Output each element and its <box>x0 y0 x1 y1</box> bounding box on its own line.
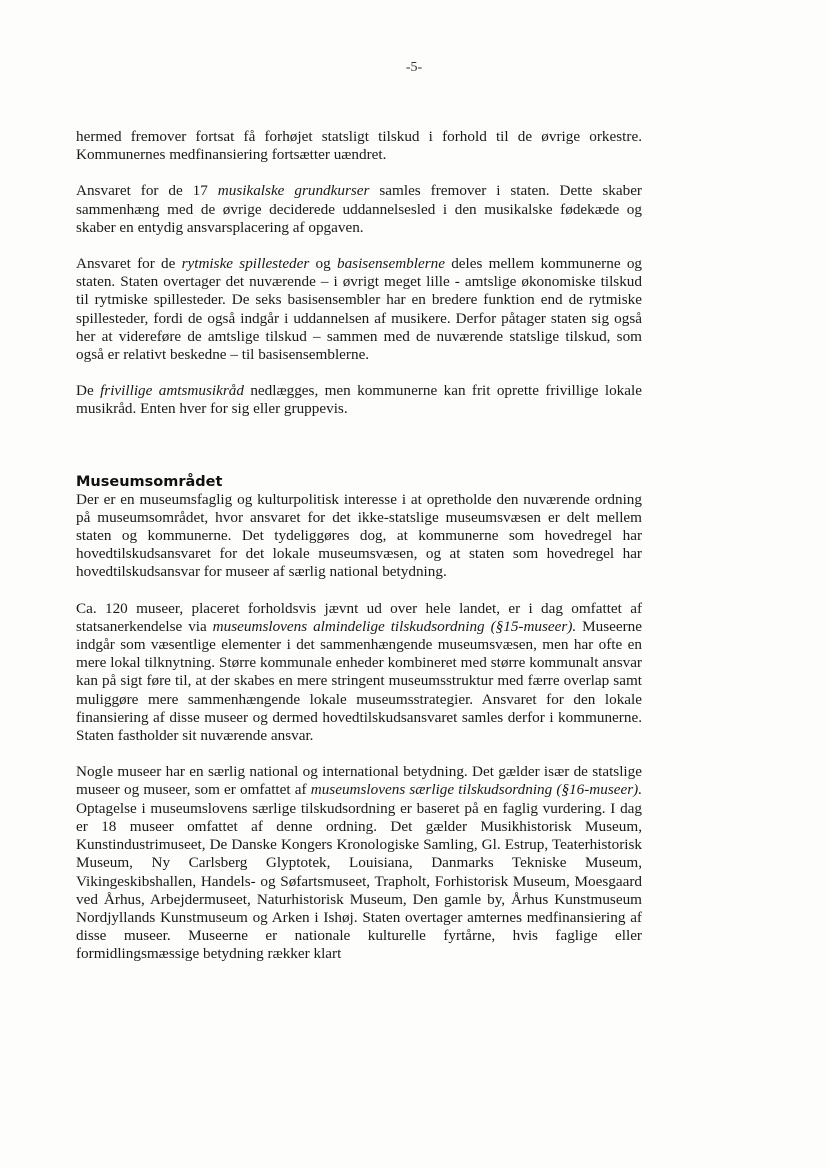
page-number: -5- <box>405 60 423 75</box>
term-basisensemblerne: basisensemblerne <box>336 255 445 273</box>
paragraph-15-museer: Ca. 120 museer, placeret forholdsvis jævnt ud over hele landet, er i dag omfattet af statsanerkendelse via museumslovens almindelige tilskudsordning (§15-museer). Museerne indgår som væsentlige elementer i det sammenhængende museumsvæsen, men har ofte en mere lokal tilknytning. Større kommunale enheder kombineret med større kommunalt ansvar kan på sigt føre til, at der skabes en mere stringent museumsstruktur med færre overlap samt muliggøre mere sammenhængende lokale museumsstrategier. Ansvaret for den lokale finansiering af disse museer og dermed hovedtilskudsansvaret samles derfor i kommunerne. Staten fastholder sit nuværende ansvar. <box>76 599 642 745</box>
paragraph-grundkurser: Ansvaret for de 17 musikalske grundkurser samles fremover i staten. Dette skaber sammenhæng med de øvrige deciderede uddannelsesled i den musikalske fødekæde og skaber en entydig ansvarsplacering af opgaven. <box>76 182 642 236</box>
term-16-museer: museumslovens særlige tilskudsordning (§16-museer). <box>310 781 642 799</box>
document-body <box>76 128 642 964</box>
term-rytmiske-spillesteder: rytmiske spillesteder <box>181 255 310 273</box>
paragraph-museum-ordning: Der er en museumsfaglig og kulturpolitisk interesse i at opretholde den nuværende ordning på museumsområdet, hvor ansvaret for det ikke-statslige museumsvæsen er delt mellem staten og kommunerne. Det tydeliggøres dog, at kommunerne som hovedregel har hovedtilskudsansvaret for det lokale museumsvæsen, og at staten som hovedregel har hovedtilskudsansvar for museer af særlig national betydning. <box>76 490 642 581</box>
term-frivillige-amtsmusikraad: frivillige amtsmusikråd <box>100 382 244 400</box>
paragraph-rytmiske-spillesteder: Ansvaret for de rytmiske spillesteder og basisensemblerne deles mellem kommunerne og staten. Staten overtager det nuværende – i øvrigt meget lille - amtslige økonomiske tilskud til rytmiske spillesteder. De seks basisensembler har en bredere funktion end de rytmiske spillesteder, fordi de også indgår i uddannelsen af musikere. Derfor påtager staten sig også her at videreføre de amtslige tilskud – sammen med de nuværende statslige tilskud, som også er relativt beskedne – til basisensemblerne. <box>76 255 643 364</box>
term-musikalske-grundkurser: musikalske grundkurser <box>217 182 370 200</box>
paragraph-amtsmusikraad: De frivillige amtsmusikråd nedlægges, men kommunerne kan frit oprette frivillige lokale musikråd. Enten hver for sig eller gruppevis. <box>76 382 642 418</box>
paragraph-16-museer: Nogle museer har en særlig national og international betydning. Det gælder især de statslige museer og museer, som er omfattet af museumslovens særlige tilskudsordning (§16-museer). Optagelse i museumslovens særlige tilskudsordning er baseret på en faglig vurdering. I dag er 18 museer omfattet af denne ordning. Det gælder Musikhistorisk Museum, Kunstindustrimuseet, De Danske Kongers Kronologiske Samling, Gl. Estrup, Teaterhistorisk Museum, Ny Carlsberg Glyptotek, Louisiana, Danmarks Tekniske Museum, Vikingeskibshallen, Handels- og Søfartsmuseet, Trapholt, Forhistorisk Museum, Moesgaard ved Århus, Arbejdermuseet, Naturhistorisk Museum, Den gamle by, Århus Kunstmuseum Nordjyllands Kunstmuseum og Arken i Ishøj. Staten overtager amternes medfinansiering af disse museer. Museerne er nationale kulturelle fyrtårne, hvis faglige eller formidlingsmæssige betydning rækker klart <box>76 763 642 963</box>
paragraph-orkestre: hermed fremover fortsat få forhøjet statsligt tilskud i forhold til de øvrige orkestre. Kommunernes medfinansiering fortsætter uændret. <box>76 128 642 164</box>
section-heading-museumsomraadet: Museumsområdet <box>76 473 223 490</box>
term-15-museer: museumslovens almindelige tilskudsordning (§15-museer). <box>212 617 577 635</box>
